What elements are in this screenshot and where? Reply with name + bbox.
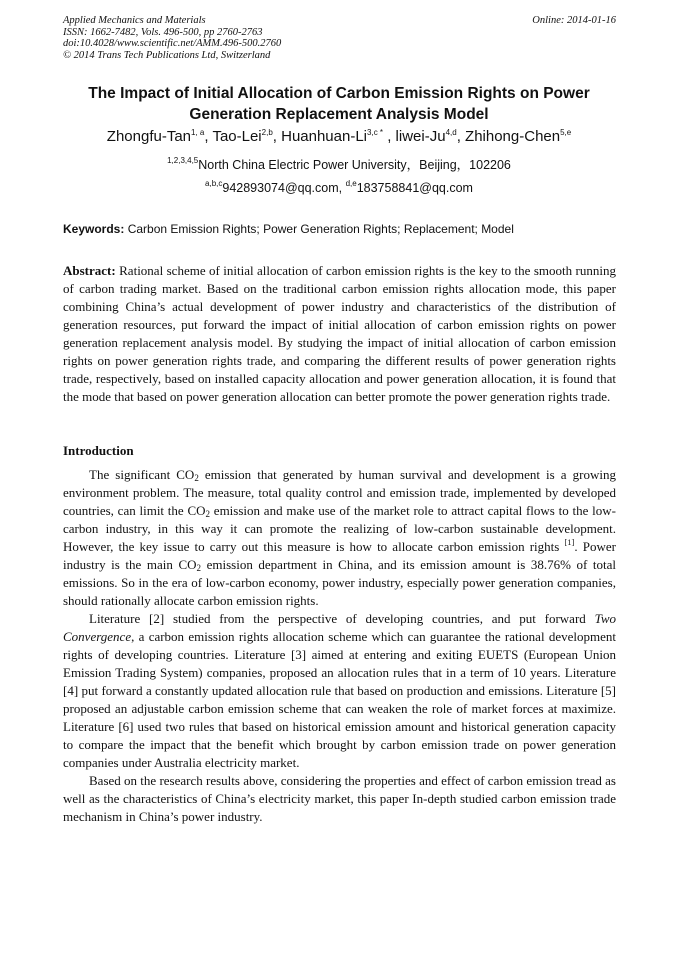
citation-ref: [1]	[564, 537, 575, 547]
keywords	[63, 221, 616, 237]
text-run: emission department in China, and its emission amount is 38.76% of total emissions. So in the era of low-carbon economy, power industry, especially power generation companies, should rationally allocate carbon emission rights.	[63, 557, 617, 608]
email-mark: d,e	[345, 179, 357, 188]
online-date: Online: 2014-01-16	[532, 15, 616, 26]
author-affiliation-mark: 4,d	[445, 128, 457, 137]
intro-paragraph-2	[63, 610, 616, 772]
keywords-label: Keywords:	[63, 222, 125, 236]
subscript: 2	[196, 563, 202, 573]
author-list	[40, 127, 638, 147]
text-run: , a carbon emission rights allocation scheme which can guarantee the rational development rights of developing countries. Literature [3] aimed at entering and exiting EUETS (European Union Emission Trading System) companies, proposed an allocation rules that in a term of 10 years. Literature [4] put forward a constantly updated allocation rule that based on production and emissions. Literature [5] proposed an adjustable carbon emission scheme that can weaken the role of market forces at maximize. Literature [6] used two rules that based on historical emission amount and historical generation capacity to compare the impact that the benefit which brought by carbon emission trade on power generation companies under Australia electricity market.	[63, 629, 616, 770]
affiliation-text: North China Electric Power University，Beijing，102206	[198, 158, 511, 172]
intro-paragraph-1	[63, 466, 616, 610]
author-separator: ,	[456, 128, 466, 145]
author-separator: ,	[383, 128, 396, 145]
email-mark: a,b,c	[205, 179, 223, 188]
affiliation	[40, 157, 638, 173]
author-name: liwei-Ju	[395, 128, 446, 145]
affiliation-mark: 1,2,3,4,5	[167, 156, 199, 165]
title-line-1: The Impact of Initial Allocation of Carbon Emission Rights on Power	[88, 85, 590, 102]
text-run: emission and make use of the market role to attract capital flows to the low-carbon industry, in this way it can promote the realizing of low-carbon sustainable development. However, the key issue to carry out this measure is how to allocate carbon emission rights	[63, 503, 616, 554]
copyright-line: © 2014 Trans Tech Publications Ltd, Switzerland	[63, 49, 271, 61]
abstract-label: Abstract:	[63, 263, 116, 278]
author-affiliation-mark: 1, a	[191, 128, 205, 137]
author-affiliation-mark: 5,e	[560, 128, 572, 137]
intro-paragraph-3: Based on the research results above, considering the properties and effect of carbon emission tread as well as the characteristics of China’s electricity market, this paper In-depth studied carbon emission trade mechanism in China’s power industry.	[63, 773, 616, 824]
paper-title	[60, 83, 618, 125]
title-line-2: Generation Replacement Analysis Model	[189, 106, 489, 123]
author-separator: ,	[272, 128, 282, 145]
doi-line: doi:10.4028/www.scientific.net/AMM.496-500.2760	[63, 38, 282, 49]
text-run: . Power industry is the main CO	[63, 539, 616, 572]
abstract-text: Rational scheme of initial allocation of carbon emission rights is the key to the smooth running of carbon trading market. Based on the traditional carbon emission rights allocation mode, this paper combining China’s actual development of power industry and characteristics of the distribution of generation resources, put forward the impact of initial allocation of carbon emission rights on power generation replacement analysis model. By studying the impact of initial allocation of carbon emission rights on power generation rights trade, and comparing the different results of power generation rights trade, respectively, based on installed capacity allocation and power generation allocation, it is found that the mode that based on power generation allocation can better promote the power generation rights trade.	[63, 263, 616, 404]
introduction-body	[63, 466, 616, 826]
subscript: 2	[205, 509, 211, 519]
issn-line: ISSN: 1662-7482, Vols. 496-500, pp 2760-2763	[63, 26, 263, 38]
email-address: 183758841@qq.com	[356, 181, 473, 195]
text-run: The significant CO	[89, 467, 195, 482]
author-name: Zhongfu-Tan	[106, 128, 192, 145]
author-name: Zhihong-Chen	[465, 128, 561, 145]
italic-term: Two Convergence	[63, 611, 616, 644]
keywords-text: Carbon Emission Rights; Power Generation Rights; Replacement; Model	[124, 222, 514, 236]
text-run: Literature [2] studied from the perspective of developing countries, and put forward	[89, 611, 595, 626]
email-address: 942893074@qq.com,	[222, 181, 346, 195]
author-name: Huanhuan-Li	[281, 128, 368, 145]
text-run: emission that generated by human survival and development is a growing environment problem. The measure, total quality control and emission trade, implemented by developed countries, can limit the CO	[63, 467, 616, 518]
journal-header	[63, 15, 616, 61]
section-heading-introduction: Introduction	[63, 443, 134, 458]
author-affiliation-mark: 3,c *	[367, 128, 384, 137]
journal-name: Applied Mechanics and Materials	[63, 15, 206, 26]
author-emails	[40, 180, 638, 196]
author-affiliation-mark: 2,b	[261, 128, 273, 137]
abstract	[63, 262, 616, 406]
subscript: 2	[194, 473, 199, 483]
author-separator: ,	[204, 128, 213, 145]
author-name: Tao-Lei	[212, 128, 262, 145]
